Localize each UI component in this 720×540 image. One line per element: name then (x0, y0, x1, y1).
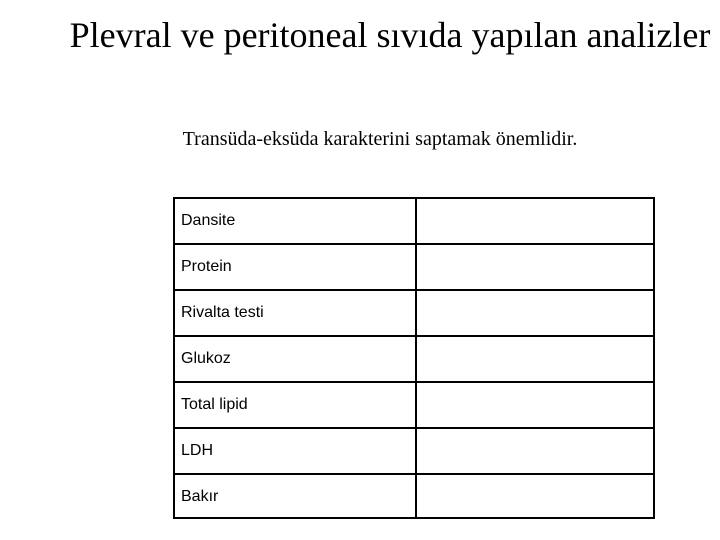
row-value (416, 382, 653, 428)
row-label: LDH (175, 428, 416, 474)
table-row (175, 290, 653, 336)
row-label: Protein (175, 244, 416, 290)
row-label: Total lipid (175, 382, 416, 428)
row-label: Dansite (175, 199, 416, 244)
row-value (416, 244, 653, 290)
table-row (175, 428, 653, 474)
table-row (175, 244, 653, 290)
row-label: Bakır (175, 474, 416, 519)
table-row (175, 474, 653, 519)
row-value (416, 336, 653, 382)
table-row (175, 382, 653, 428)
row-value (416, 474, 653, 519)
row-value (416, 428, 653, 474)
row-label: Glukoz (175, 336, 416, 382)
table-row (175, 336, 653, 382)
table-row (175, 199, 653, 244)
slide-title: Plevral ve peritoneal sıvıda yapılan analizler (69, 15, 711, 55)
slide-subtitle: Transüda-eksüda karakterini saptamak önemlidir. (182, 128, 578, 150)
row-label: Rivalta testi (175, 290, 416, 336)
analysis-table (173, 197, 655, 519)
row-value (416, 199, 653, 244)
row-value (416, 290, 653, 336)
